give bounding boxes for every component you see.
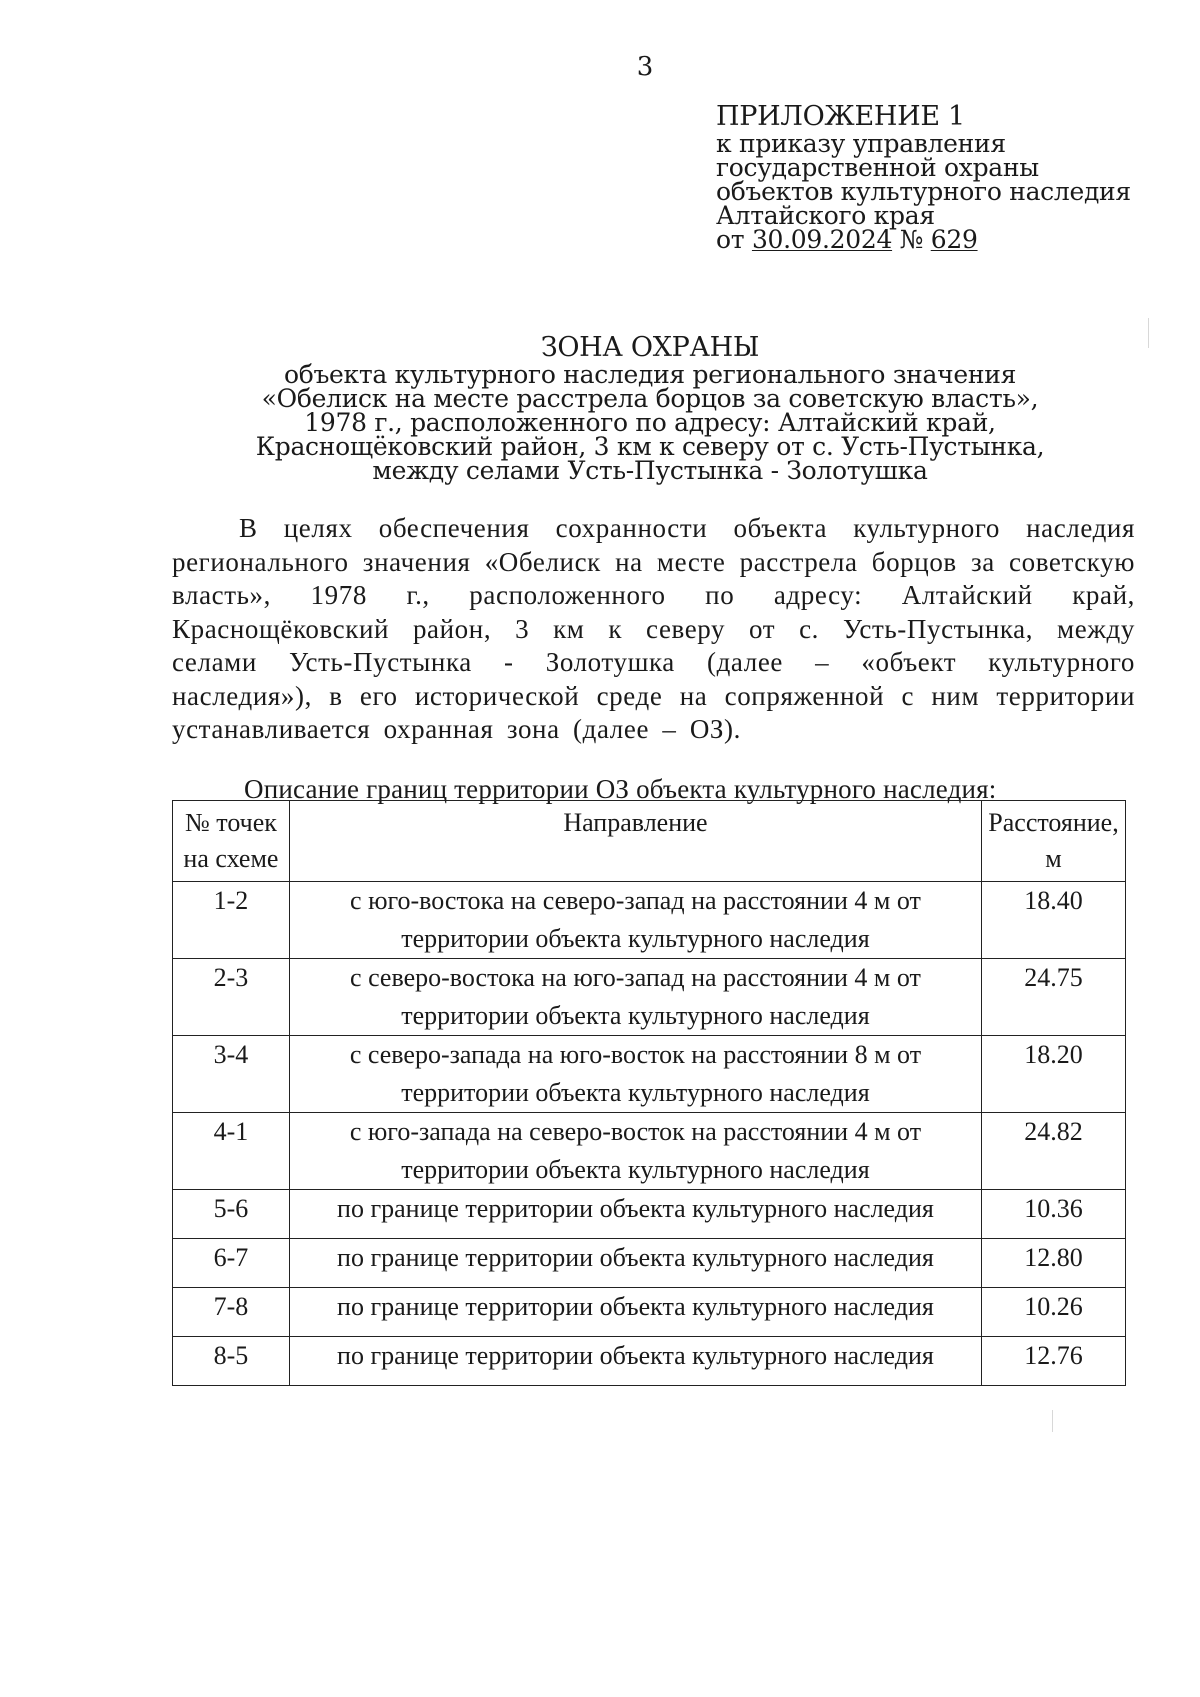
direction-line: территории объекта культурного наследия bbox=[401, 1001, 870, 1030]
scan-artifact bbox=[1052, 1410, 1053, 1432]
document-heading bbox=[200, 333, 1100, 483]
body-paragraph: В целях обеспечения сохранности объекта культурного наследия регионального значения «Обелиск на месте расстрела борцов за советскую власть», 1978 г., расположенного по адресу: Алтайский край, Краснощёковский район, 3 км к северу от с. Усть-Пустынка, между селами Усть-Пустынка - Золотушка (далее – «объект культурного наследия»), в его исторической среде на сопряженной с ним территории устанавливается охранная зона (далее – ОЗ). bbox=[172, 513, 1135, 744]
header-points bbox=[173, 801, 290, 882]
header-direction bbox=[289, 801, 981, 882]
row-points: 7-8 bbox=[173, 1288, 290, 1337]
header-distance bbox=[982, 801, 1126, 882]
row-direction: по границе территории объекта культурного наследия bbox=[289, 1190, 981, 1239]
row-distance: 10.26 bbox=[982, 1288, 1126, 1337]
table-caption: Описание границ территории ОЗ объекта культурного наследия: bbox=[244, 774, 997, 804]
row-distance: 12.76 bbox=[982, 1337, 1126, 1386]
appendix-block bbox=[716, 102, 1186, 252]
row-points: 8-5 bbox=[173, 1337, 290, 1386]
appendix-line: объектов культурного наследия bbox=[716, 177, 1131, 206]
appendix-date-line bbox=[716, 225, 1186, 254]
date-prefix: от bbox=[716, 225, 752, 254]
appendix-title: ПРИЛОЖЕНИЕ 1 bbox=[716, 101, 965, 132]
row-direction bbox=[289, 1036, 981, 1113]
direction-line: территории объекта культурного наследия bbox=[401, 924, 870, 953]
direction-line: с юго-запада на северо-восток на расстоянии 4 м от bbox=[349, 1117, 922, 1146]
header-distance-line1: Расстояние, bbox=[988, 808, 1119, 837]
appendix-line: Алтайского края bbox=[716, 201, 935, 230]
heading-line: объекта культурного наследия регионального значения bbox=[283, 360, 1017, 389]
table-row bbox=[173, 1337, 1126, 1386]
order-number: 629 bbox=[930, 225, 978, 254]
heading-line: Краснощёковский район, 3 км к северу от с. Усть-Пустынка, bbox=[255, 432, 1045, 461]
appendix-line: государственной охраны bbox=[716, 153, 1039, 182]
row-direction bbox=[289, 1113, 981, 1190]
row-distance: 12.80 bbox=[982, 1239, 1126, 1288]
header-direction-label: Направление bbox=[563, 808, 708, 837]
page-number: 3 bbox=[636, 52, 654, 82]
row-points: 4-1 bbox=[173, 1113, 290, 1190]
row-distance: 18.20 bbox=[982, 1036, 1126, 1113]
header-points-line1: № точек bbox=[185, 808, 277, 837]
direction-line: территории объекта культурного наследия bbox=[401, 1078, 870, 1107]
table-row bbox=[173, 882, 1126, 959]
row-points: 5-6 bbox=[173, 1190, 290, 1239]
direction-line: территории объекта культурного наследия bbox=[401, 1155, 870, 1184]
direction-line: с юго-востока на северо-запад на расстоянии 4 м от bbox=[350, 886, 921, 915]
heading-line: между селами Усть-Пустынка - Золотушка bbox=[372, 456, 928, 485]
appendix-line: к приказу управления bbox=[716, 129, 1006, 158]
direction-line: с северо-запада на юго-восток на расстоянии 8 м от bbox=[349, 1040, 922, 1069]
number-prefix: № bbox=[892, 225, 931, 254]
header-points-line2: на схеме bbox=[183, 844, 279, 873]
header-distance-line2: м bbox=[1045, 844, 1062, 873]
row-points: 6-7 bbox=[173, 1239, 290, 1288]
row-distance: 18.40 bbox=[982, 882, 1126, 959]
table-row bbox=[173, 1288, 1126, 1337]
row-direction: по границе территории объекта культурного наследия bbox=[289, 1239, 981, 1288]
row-direction: по границе территории объекта культурного наследия bbox=[289, 1288, 981, 1337]
heading-line: «Обелиск на месте расстрела борцов за советскую власть», bbox=[261, 384, 1039, 413]
scan-artifact bbox=[1148, 318, 1149, 348]
table-row bbox=[173, 1239, 1126, 1288]
heading-line: 1978 г., расположенного по адресу: Алтайский край, bbox=[304, 408, 996, 437]
row-direction bbox=[289, 882, 981, 959]
direction-line: с северо-востока на юго-запад на расстоянии 4 м от bbox=[350, 963, 921, 992]
row-points: 2-3 bbox=[173, 959, 290, 1036]
row-distance: 24.75 bbox=[982, 959, 1126, 1036]
row-direction: по границе территории объекта культурного наследия bbox=[289, 1337, 981, 1386]
boundaries-table bbox=[172, 800, 1126, 1386]
row-points: 1-2 bbox=[173, 882, 290, 959]
order-date: 30.09.2024 bbox=[751, 225, 893, 254]
table-header-row bbox=[173, 801, 1126, 882]
row-points: 3-4 bbox=[173, 1036, 290, 1113]
row-distance: 10.36 bbox=[982, 1190, 1126, 1239]
table-row bbox=[173, 1113, 1126, 1190]
table-row bbox=[173, 1036, 1126, 1113]
row-direction bbox=[289, 959, 981, 1036]
row-distance: 24.82 bbox=[982, 1113, 1126, 1190]
table-row bbox=[173, 1190, 1126, 1239]
heading-title: ЗОНА ОХРАНЫ bbox=[540, 332, 760, 363]
table-row bbox=[173, 959, 1126, 1036]
